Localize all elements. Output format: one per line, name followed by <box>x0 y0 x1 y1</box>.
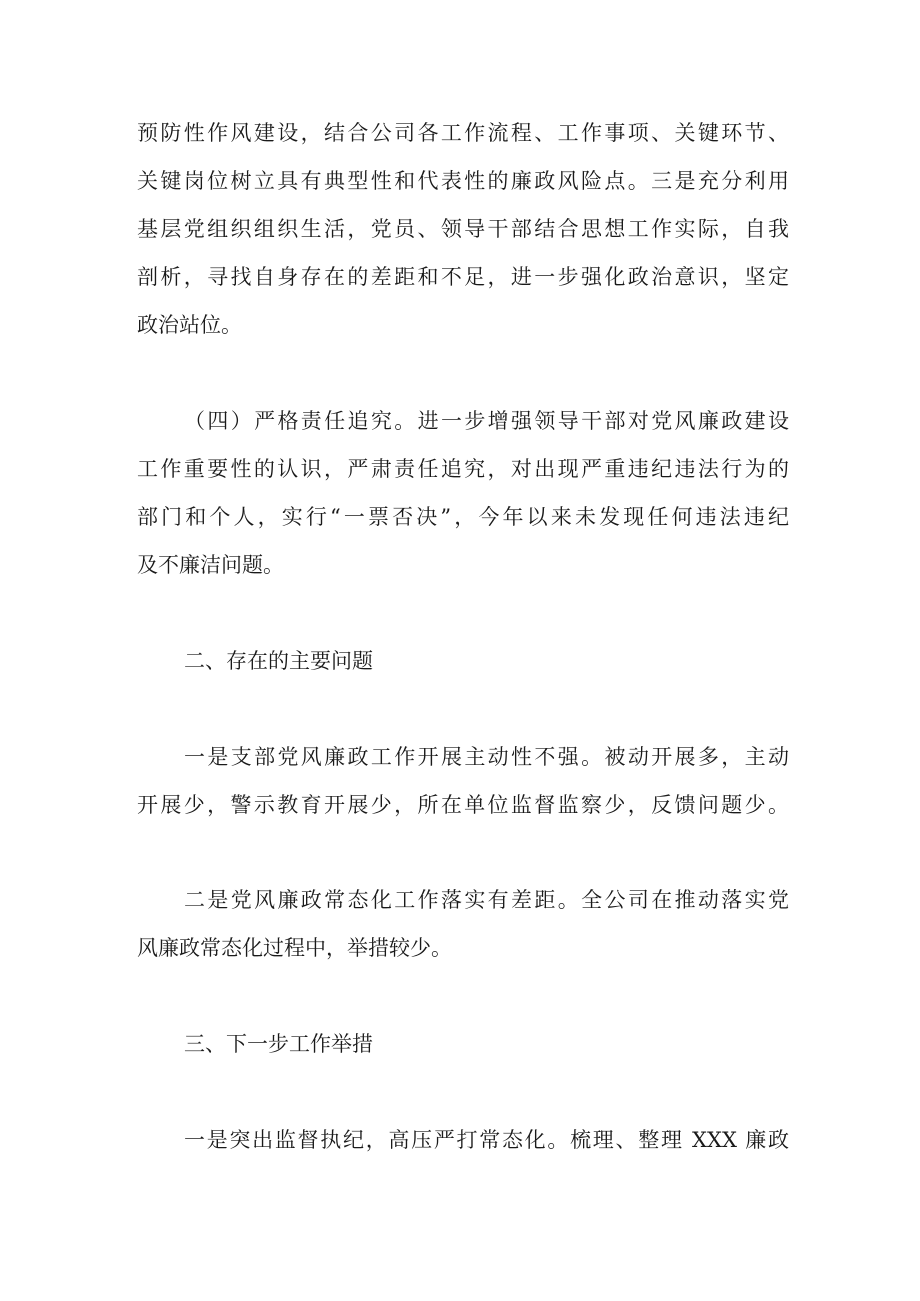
paragraph-line: 部门和个人，实行“一票否决”，今年以来未发现任何违法违纪 <box>137 505 789 529</box>
paragraph-line: 及不廉洁问题。 <box>137 553 284 577</box>
paragraph-line: 关键岗位树立具有典型性和代表性的廉政风险点。三是充分利用 <box>137 169 789 193</box>
paragraph-line: 剖析，寻找自身存在的差距和不足，进一步强化政治意识，坚定 <box>137 265 789 289</box>
paragraph-line: 政治站位。 <box>137 313 242 337</box>
paragraph-line: 基层党组织组织生活，党员、领导干部结合思想工作实际，自我 <box>137 217 789 241</box>
paragraph-line: 预防性作风建设，结合公司各工作流程、工作事项、关键环节、 <box>137 121 789 145</box>
paragraph-line: 工作重要性的认识，严肃责任追究，对出现严重违纪违法行为的 <box>137 457 789 481</box>
paragraph-line: （四）严格责任追究。进一步增强领导干部对党风廉政建设 <box>184 409 789 433</box>
section-heading: 三、下一步工作举措 <box>184 1032 373 1056</box>
paragraph-line: 风廉政常态化过程中，举措较少。 <box>137 936 452 960</box>
paragraph-line: 一是支部党风廉政工作开展主动性不强。被动开展多，主动 <box>184 745 789 769</box>
paragraph-line: 二是党风廉政常态化工作落实有差距。全公司在推动落实党 <box>184 888 789 912</box>
section-heading: 二、存在的主要问题 <box>184 649 373 673</box>
paragraph-line: 开展少，警示教育开展少，所在单位监督监察少，反馈问题少。 <box>137 793 789 817</box>
paragraph-line: 一是突出监督执纪，高压严打常态化。梳理、整理 XXX 廉政 <box>184 1128 789 1152</box>
